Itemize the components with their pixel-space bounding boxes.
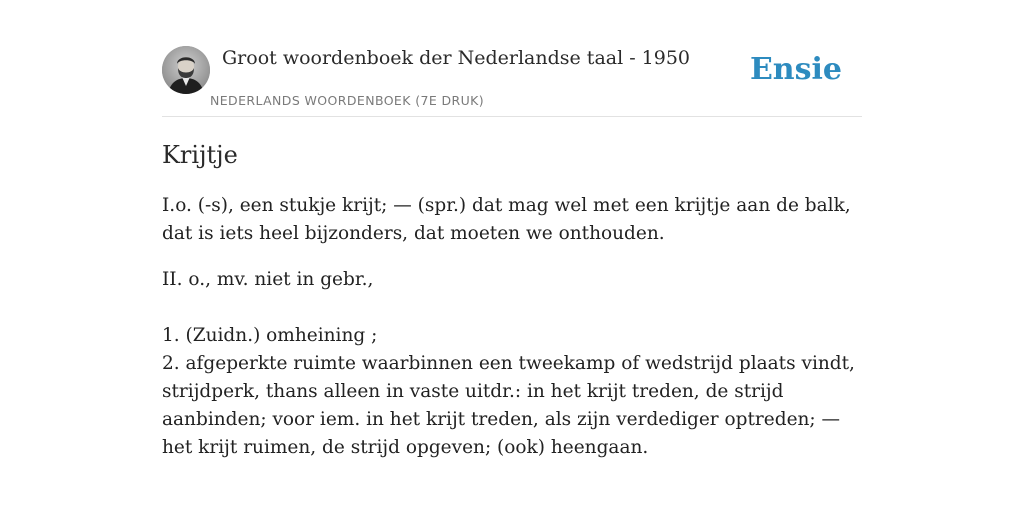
source-subtitle: NEDERLANDS WOORDENBOEK (7E DRUK): [210, 93, 485, 108]
author-avatar[interactable]: [162, 46, 210, 94]
definition-1: I.o. (-s), een stukje krijt; — (spr.) dat mag wel met een krijtje aan de balk, dat is iets heel bijzonders, dat moeten we onthouden.: [162, 195, 851, 244]
ensie-logo[interactable]: Ensie: [749, 52, 842, 87]
source-header: [162, 46, 862, 117]
definition-2: II. o., mv. niet in gebr.,: [162, 269, 374, 290]
sense-2: 2. afgeperkte ruimte waarbinnen een tweekamp of wedstrijd plaats vindt, strijdperk, thans alleen in vaste uitdr.: in het krijt treden, de strijd aanbinden; voor iem. in het krijt treden, als zijn verdediger optreden; — het krijt ruimen, de strijd opgeven; (ook) heengaan.: [162, 353, 855, 458]
entry-content: [162, 192, 862, 462]
sense-1: 1. (Zuidn.) omheining ;: [162, 325, 378, 346]
source-title[interactable]: Groot woordenboek der Nederlandse taal - 1950: [222, 47, 691, 69]
portrait-image: [162, 46, 210, 94]
entry-title: Krijtje: [162, 141, 238, 169]
